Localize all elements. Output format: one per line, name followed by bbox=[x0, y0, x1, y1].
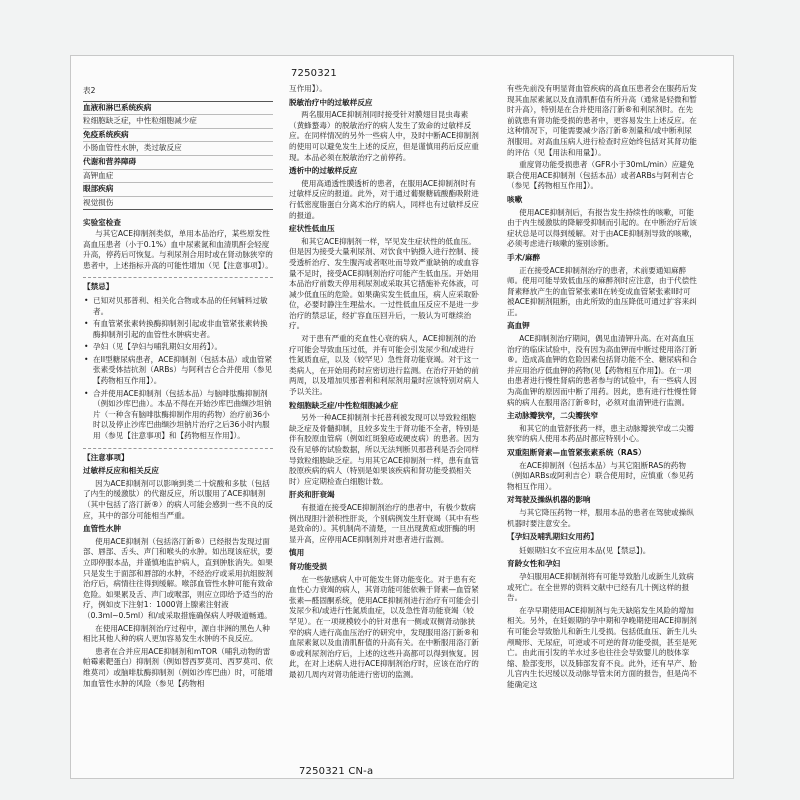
column-3 bbox=[507, 84, 697, 692]
adverse-table bbox=[83, 101, 273, 211]
paragraph: 和其它ACE抑制剂一样，罕见发生症状性的低血压。但是因为接受大量利尿剂、对饮食中钠摄入进行控制、接受透析治疗、发生腹泻或者呕吐而导致严重缺钠的或血容量不足时，接受ACE抑制剂治疗可能产生低血压。开始用本品治疗前数天停用利尿剂或采取其它措施补充体液，可减少低血压的危险。如果确实发生低血压，病人应采取卧位，必要时静注生理盐水。一过性低血压反应不是进一步治疗的禁忌证，经扩容血压回升后，一般认为可继续治疗。 bbox=[289, 236, 479, 331]
subheading: 透析中的过敏样反应 bbox=[289, 166, 358, 176]
lab-heading: 实验室检查 bbox=[83, 218, 121, 228]
cautions-heading: 【注意事项】 bbox=[83, 452, 129, 462]
subheading: 过敏样反应和相关反应 bbox=[83, 466, 159, 476]
paragraph: 对于患有严重的充血性心衰的病人，ACE抑制剂的治疗可能会导致血压过低，并有可能会引发尿少和/或进行性氮质血症，以及（较罕见）急性肾功能衰竭。对于这一类病人，在开始用药时应密切进行监测。在治疗开始的前两周，以及增加贝那普利和利尿剂用量时应该特别对病人予以关注。 bbox=[289, 334, 479, 397]
list-item: • 合并使用ACE抑制剂（包括本品）与脑啡肽酶抑制剂（例如沙库巴曲）。本品不得在开始沙库巴曲缬沙坦钠片（一种含有脑啡肽酶抑制作用的药物）治疗前36小时以及停止沙库巴曲缬沙坦钠片治疗之后36小时内服用（参见【注意事项】和【药物相互作用】）。 bbox=[83, 389, 273, 442]
paragraph: 使用ACE抑制剂（包括洛汀新®）已经报告发现过面部、唇部、舌头、声门和喉头的水肿。如出现该症状，要立即停服本品，并谨慎地监护病人，直到肿胀消失。如果只是发生于面部和唇部的水肿，不经治疗或采用抗组胺剂治疗后，病情往往得到缓解。喉部血管性水肿可能有致命危险。如果累及舌、声门或喉部，则应立即给予适当的治疗，例如皮下注射1：1000肾上腺素注射液（0.3ml~0.5ml）和/或采取措施确保病人呼吸道畅通。 bbox=[83, 536, 273, 620]
subheading: 血管性水肿 bbox=[83, 524, 121, 534]
paragraph: 有些先前没有明显肾血管疾病的高血压患者会在服药后发现其血尿素氮以及血清肌酐值有所升高（通常是轻微和暂时升高），特别是在合并使用洛汀新®和利尿剂时。在先前就患有肾功能受损的患者中，更容易发生上述反应。在这种情况下，可能需要减少洛汀新®剂量和/或中断利尿剂服用。对高血压病人进行检查时应始终包括对其肾功能的评估（见【用法和用量】）。 bbox=[507, 84, 697, 157]
paragraph: 和其它的血管舒张药一样，患主动脉瓣狭窄或二尖瓣狭窄的病人使用本药品时都应特别小心。 bbox=[507, 423, 694, 444]
document-code-bottom: 7250321 CN-a bbox=[299, 766, 374, 777]
paragraph: 有报道在接受ACE抑制剂治疗的患者中，有极少数病例出现胆汁淤积性肝炎，个别病例发生肝衰竭（其中有些是致命的）。其机制尚不清楚，一旦出现黄疸或肝酶的明显升高，应停用ACE抑制剂并对患者进行监测。 bbox=[289, 502, 479, 544]
document-code-top: 7250321 bbox=[291, 68, 337, 79]
paragraph: 使用ACE抑制剂后，有报告发生持续性的咳嗽，可能由于内生缓激肽的降解受抑制而引起的。在中断治疗后该症状总是可以得到缓解。对于由ACE抑制剂导致的咳嗽，必须考虑进行咳嗽的鉴别诊断。 bbox=[507, 207, 697, 249]
subheading: 主动脉瓣狭窄，二尖瓣狭窄 bbox=[507, 411, 599, 421]
subheading: 粒细胞缺乏症/中性粒细胞减少症 bbox=[289, 400, 399, 410]
paragraph: 另外一种ACE抑制剂卡托普利被发现可以导致粒细胞缺乏症及骨髓抑制，且较多发生于肾功能不全者，特别是伴有胶原血管病（例如红斑狼疮或硬皮病）的患者。因为没有足够的试验数据，所以无法判断贝那普利是否会同样导致粒细胞缺乏症。与用其它ACE抑制剂一样，患有血管胶原疾病的病人（特别是如果该疾病和肾功能受损相关时）应定期检查白细胞计数。 bbox=[289, 413, 479, 486]
paragraph: 重度肾功能受损患者（GFR小于30mL/min）应避免联合使用ACE抑制剂（包括本品）或者ARBs与阿利吉仑（参见【药物相互作用】）。 bbox=[507, 160, 695, 191]
subheading: 慎用 bbox=[289, 548, 305, 558]
paragraph: 孕妇服用ACE抑制剂将有可能导致胎儿或新生儿致病或死亡。在全世界的资料文献中已经有几十例这样的报告。 bbox=[507, 571, 694, 603]
section-heading: 【孕妇及哺乳期妇女用药】 bbox=[507, 532, 599, 542]
contraindications-list bbox=[83, 296, 273, 442]
table-row: 代谢和营养障碍 bbox=[83, 156, 273, 170]
paragraph: 因为ACE抑制剂可以影响到类二十烷酸和多肽（包括了内生的缓激肽）的代谢反应，所以服用了ACE抑制剂（其中包括了洛汀新®）的病人可能会感到一些不良的反应，其中的部分可能相当严重。 bbox=[83, 478, 273, 520]
paragraph: 在使用ACE抑制剂治疗过程中，源自非洲的黑色人种相比其他人种的病人更加容易发生水肿的不良反应。 bbox=[83, 623, 270, 644]
column-1 bbox=[83, 84, 273, 691]
column-2 bbox=[289, 84, 479, 682]
paragraph: 妊娠期妇女不宜应用本品(见【禁忌】)。 bbox=[519, 545, 651, 555]
contraindications-heading: 【禁忌】 bbox=[83, 282, 114, 292]
table-title: 表2 bbox=[83, 86, 96, 95]
paragraph: 在ACE抑制剂（包括本品）与其它阻断RAS的药物（例如ARBs或阿利吉仑）联合使用时，应慎重（参见药物相互作用）。 bbox=[507, 460, 694, 491]
list-item: • 有血管紧张素转换酶抑制剂引起或非血管紧张素转换酶抑制剂引起的血管性水肿病史者。 bbox=[83, 319, 273, 340]
subheading: 双重阻断肾素—血管紧张素系统（RAS） bbox=[507, 448, 646, 457]
subheading: 咳嗽 bbox=[507, 194, 523, 204]
table-row: 眼部疾病 bbox=[83, 183, 273, 197]
subheading: 肾功能受损 bbox=[289, 561, 327, 571]
paragraph: 在一些敏感病人中可能发生肾功能变化。对于患有充血性心力衰竭的病人，其肾功能可能依赖于肾素—血管紧张素—醛固酮系统，使用ACE抑制剂进行治疗有可能会引发尿少和/或进行性氮质血症，以及急性肾功能衰竭（较罕见）。在一项规模较小的针对患有一侧或双侧肾动脉狭窄的病人进行高血压治疗的研究中，发现服用洛汀新®和血尿素氮以及血清肌酐值的升高有关。在中断服用洛汀新®或利尿剂治疗后，上述的这些升高都可以得到恢复。因此，在对上述病人进行ACE抑制剂治疗时，应该在治疗的最初几周内对肾功能进行密切的监测。 bbox=[289, 574, 479, 679]
subheading: 育龄女性和孕妇 bbox=[507, 559, 561, 569]
leaflet-page bbox=[70, 55, 734, 779]
paragraph: 使用高通透性膜透析的患者，在服用ACE抑制剂时有过敏样反应的报道。此外，对于通过葡聚糖硫酸酯吸附进行低密度脂蛋白分离术治疗的病人，同样也有过敏样反应的报道。 bbox=[289, 178, 479, 220]
paragraph: 互作用】）。 bbox=[289, 84, 327, 93]
paragraph: 在孕早期使用ACE抑制剂与先天缺陷发生风险的增加相关。另外，在妊娠期的孕中期和孕晚期使用ACE抑制剂有可能会导致胎儿和新生儿受损。包括低血压、新生儿头颅畸形、无尿症，可逆或不可逆的肾功能受损，甚至是死亡。由此而引发的羊水过多也往往会导致婴儿的肢体挛缩、脸部变形，以及肺部发育不良。此外，还有早产、胎儿宫内生长迟缓以及动脉导管未闭方面的报告，但是尚不能确定这 bbox=[507, 605, 697, 689]
divider bbox=[83, 448, 273, 449]
paragraph: 正在接受ACE抑制剂治疗的患者，术前要通知麻醉师。使用可能导致低血压的麻醉剂时应注意，由于代偿性肾素释放产生的血管紧张素II在转变成血管紧张素II时可被ACE抑制剂阻断，由此所致的血压降低可通过扩容来纠正。 bbox=[507, 265, 697, 317]
paragraph: 两名服用ACE抑制剂同时接受针对膜翅目昆虫毒素（黄蜂螯毒）的脱敏治疗的病人发生了致命的过敏样反应。在同样情况的另外一些病人中，及时中断ACE抑制剂的使用可以避免发生上述的反应，但是谨慎用药后反应重现。本品必须在脱敏治疗之前停药。 bbox=[289, 110, 479, 162]
table-row: 视觉损伤 bbox=[83, 197, 114, 207]
subheading: 脱敏治疗中的过敏样反应 bbox=[289, 97, 373, 107]
divider bbox=[83, 277, 273, 278]
table-row: 小肠血管性水肿，类过敏反应 bbox=[83, 142, 273, 156]
list-item: • 在II型糖尿病患者，ACE抑制剂（包括本品）或血管紧张素受体拮抗剂（ARBs）与阿利吉仑合并使用（参见【药物相互作用】）。 bbox=[83, 355, 273, 387]
subheading: 手术/麻醉 bbox=[507, 252, 541, 262]
paragraph: ACE抑制剂治疗期间，偶见血清钾升高。在对高血压治疗的临床试验中，没有因为高血钾而中断过使用洛汀新®。造成高血钾的危险因素包括肾功能不全、糖尿病和合并应用治疗低血钾的药物(见【药物相互作用】)。在一项由患者进行慢性肾病的患者参与的试验中，有一些病人因为高血钾的原因而中断了用药。因此，患有进行性慢性肾病的病人在服用洛汀新®时，必须对血清钾进行监测。 bbox=[507, 334, 697, 407]
lab-text: 与其它ACE抑制剂类似，单用本品治疗，某些原发性高血压患者（小于0.1%）血中尿素氮和血清肌酐会轻度升高，停药后可恢复。与利尿剂合用时或在肾动脉狭窄的患者中，上述指标升高的可能性增加（见【注意事项】）。 bbox=[83, 228, 273, 270]
table-row: 血液和淋巴系统疾病 bbox=[83, 102, 273, 116]
subheading: 高血钾 bbox=[507, 321, 530, 331]
table-row: 免疫系统疾病 bbox=[83, 129, 273, 143]
table-row: 高钾血症 bbox=[83, 170, 273, 184]
table-row: 粒细胞缺乏症，中性粒细胞减少症 bbox=[83, 115, 273, 129]
paragraph: 患者在合并应用ACE抑制剂和mTOR（哺乳动物的雷帕霉素靶蛋白）抑制剂（例如替西罗莫司、西罗莫司、依维莫司）或脑啡肽酶抑制剂（例如沙库巴曲）时，可能增加血管性水肿的风险（参见【药物相 bbox=[83, 646, 273, 688]
subheading: 对驾驶及操纵机器的影响 bbox=[507, 495, 591, 505]
paragraph: 与其它降压药物一样，服用本品的患者在驾驶或操纵机器时要注意安全。 bbox=[507, 507, 694, 528]
list-item: • 已知对贝那普利、相关化合物或本品的任何辅料过敏者。 bbox=[83, 296, 273, 317]
list-item: • 孕妇（见【孕妇与哺乳期妇女用药】）。 bbox=[83, 342, 273, 353]
subheading: 症状性低血压 bbox=[289, 224, 335, 234]
subheading: 肝炎和肝衰竭 bbox=[289, 490, 335, 500]
